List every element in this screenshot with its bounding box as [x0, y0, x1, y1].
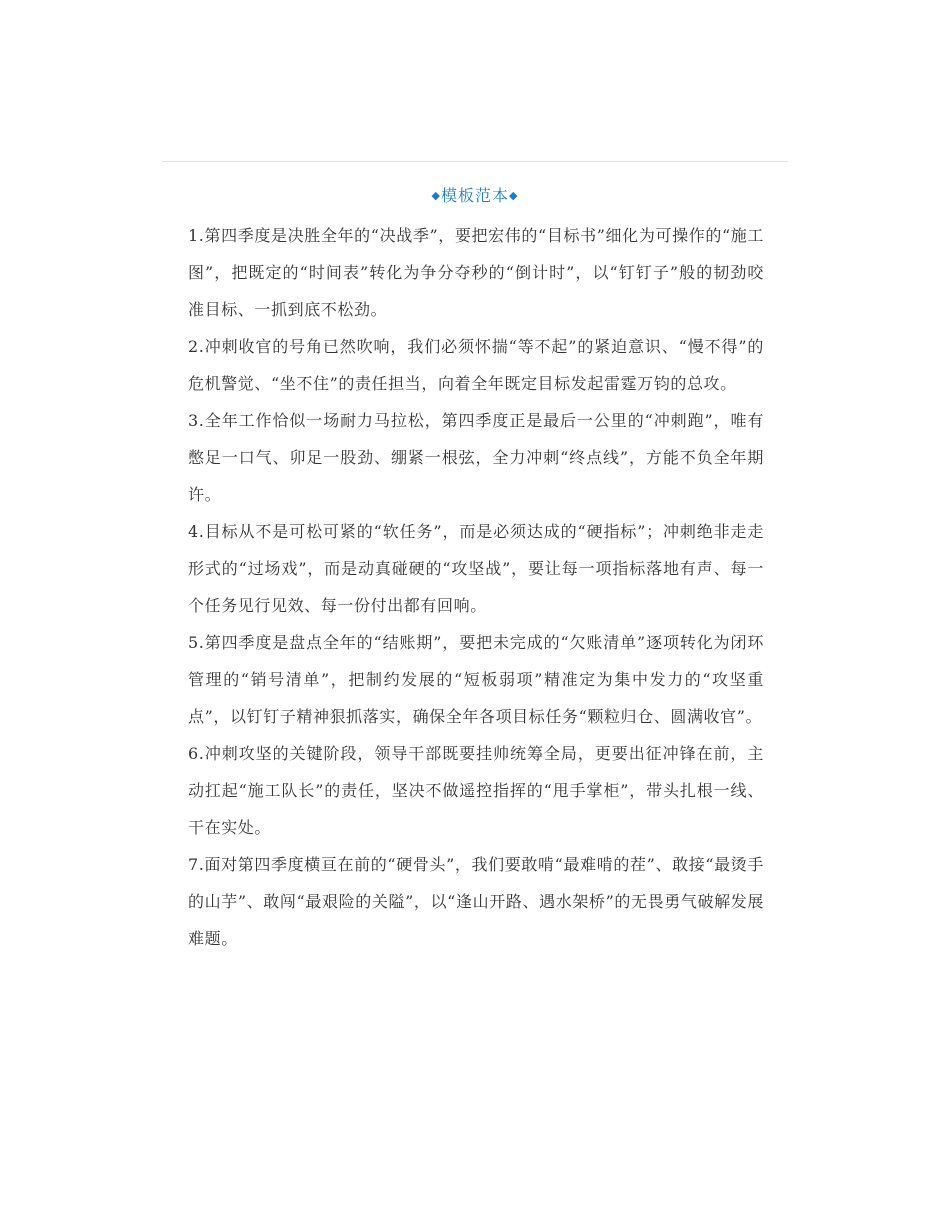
paragraph-4: 4.目标从不是可松可紧的“软任务”，而是必须达成的“硬指标”；冲刺绝非走走形式的“过场戏”，而是动真碰硬的“攻坚战”，要让每一项指标落地有声、每一个任务见行见效、每一份付出都有回响。	[188, 522, 764, 615]
diamond-icon: ◆	[431, 189, 441, 202]
header-divider	[162, 161, 788, 162]
document-title-text: 模板范本	[440, 186, 509, 205]
diamond-icon: ◆	[509, 189, 519, 202]
paragraph-7: 7.面对第四季度横亘在前的“硬骨头”，我们要敢啃“最难啃的茬”、敢接“最烫手的山芋”、敢闯“最艰险的关隘”，以“逢山开路、遇水架桥”的无畏勇气破解发展难题。	[188, 855, 764, 948]
paragraph-2: 2.冲刺收官的号角已然吹响，我们必须怀揣“等不起”的紧迫意识、“慢不得”的危机警觉、“坐不住”的责任担当，向着全年既定目标发起雷霆万钧的总攻。	[188, 337, 764, 393]
paragraph-6: 6.冲刺攻坚的关键阶段，领导干部既要挂帅统筹全局，更要出征冲锋在前，主动扛起“施工队长”的责任，坚决不做遥控指挥的“甩手掌柜”，带头扎根一线、干在实处。	[188, 744, 764, 837]
document-title	[162, 183, 788, 211]
paragraph-1: 1.第四季度是决胜全年的“决战季”，要把宏伟的“目标书”细化为可操作的“施工图”，把既定的“时间表”转化为争分夺秒的“倒计时”，以“钉钉子”般的韧劲咬准目标、一抓到底不松劲。	[188, 226, 764, 319]
paragraph-5: 5.第四季度是盘点全年的“结账期”，要把未完成的“欠账清单”逐项转化为闭环管理的“销号清单”，把制约发展的“短板弱项”精准定为集中发力的“攻坚重点”，以钉钉子精神狠抓落实，确保全年各项目标任务“颗粒归仓、圆满收官”。	[188, 633, 764, 726]
paragraph-3: 3.全年工作恰似一场耐力马拉松，第四季度正是最后一公里的“冲刺跑”，唯有憋足一口气、卯足一股劲、绷紧一根弦，全力冲刺“终点线”，方能不负全年期许。	[188, 411, 764, 504]
document-body	[188, 217, 764, 957]
